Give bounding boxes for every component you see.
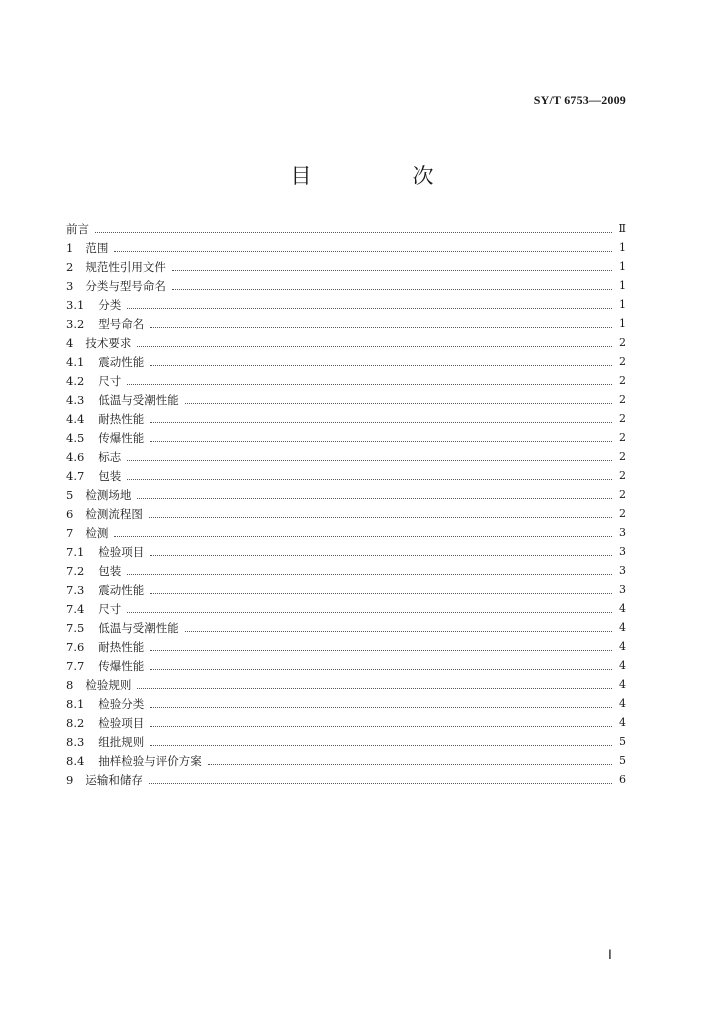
toc-entry-number: 4.2 <box>66 373 85 388</box>
toc-entry[interactable] <box>66 656 626 675</box>
toc-entry-number: 3 <box>66 278 74 293</box>
toc-entry-number: 1 <box>66 240 74 255</box>
toc-entry-label: 震动性能 <box>98 582 145 597</box>
toc-entry[interactable] <box>66 295 626 314</box>
toc-dot-leader <box>114 250 612 252</box>
toc-entry-label: 组批规则 <box>98 734 145 749</box>
toc-entry[interactable] <box>66 732 626 751</box>
toc-dot-leader <box>150 592 612 594</box>
toc-entry-page: 2 <box>619 507 626 520</box>
toc-dot-leader <box>150 668 612 670</box>
toc-entry-label: 技术要求 <box>85 335 132 350</box>
toc-dot-leader <box>150 744 612 746</box>
toc-entry[interactable] <box>66 561 626 580</box>
table-of-contents <box>66 219 626 789</box>
toc-dot-leader <box>95 231 612 233</box>
toc-entry[interactable] <box>66 751 626 770</box>
toc-entry-page: 3 <box>619 583 626 596</box>
toc-entry-page: 4 <box>619 659 626 672</box>
toc-dot-leader <box>150 440 612 442</box>
toc-entry-label: 耐热性能 <box>98 639 145 654</box>
toc-entry-number: 4.7 <box>66 468 85 483</box>
toc-entry[interactable] <box>66 352 626 371</box>
toc-entry[interactable] <box>66 713 626 732</box>
toc-entry-label: 尺寸 <box>98 601 122 616</box>
toc-entry-page: 2 <box>619 355 626 368</box>
toc-entry-number: 8.2 <box>66 715 85 730</box>
toc-entry-label: 检测场地 <box>85 487 132 502</box>
toc-entry-number: 3.2 <box>66 316 85 331</box>
toc-entry-number: 4.6 <box>66 449 85 464</box>
toc-entry-label: 尺寸 <box>98 373 122 388</box>
toc-dot-leader <box>137 687 612 689</box>
toc-entry[interactable] <box>66 637 626 656</box>
toc-entry[interactable] <box>66 599 626 618</box>
toc-dot-leader <box>127 611 612 613</box>
toc-entry-number: 4.1 <box>66 354 85 369</box>
toc-entry-page: 3 <box>619 564 626 577</box>
toc-entry-number: 4.5 <box>66 430 85 445</box>
toc-entry-label: 规范性引用文件 <box>85 259 166 274</box>
toc-entry-label: 传爆性能 <box>98 658 145 673</box>
toc-entry-label: 检验项目 <box>98 715 145 730</box>
toc-entry-number: 8.3 <box>66 734 85 749</box>
toc-entry[interactable] <box>66 580 626 599</box>
toc-entry-page: 2 <box>619 488 626 501</box>
toc-dot-leader <box>150 706 612 708</box>
toc-dot-leader <box>127 478 612 480</box>
toc-entry-number: 4.3 <box>66 392 85 407</box>
toc-dot-leader <box>150 725 612 727</box>
toc-entry-number: 3.1 <box>66 297 85 312</box>
toc-entry-page: 4 <box>619 602 626 615</box>
toc-entry-label: 震动性能 <box>98 354 145 369</box>
toc-entry-label: 运输和储存 <box>85 772 143 787</box>
toc-entry-label: 检测 <box>85 525 109 540</box>
toc-dot-leader <box>208 763 612 765</box>
toc-entry-page: 4 <box>619 697 626 710</box>
toc-entry-page: 2 <box>619 412 626 425</box>
toc-entry-label: 检测流程图 <box>85 506 143 521</box>
toc-entry[interactable] <box>66 409 626 428</box>
toc-dot-leader <box>150 364 612 366</box>
toc-entry[interactable] <box>66 390 626 409</box>
toc-entry-page: 3 <box>619 545 626 558</box>
toc-entry-label: 范围 <box>85 240 109 255</box>
toc-dot-leader <box>185 402 612 404</box>
toc-entry-page: 5 <box>619 735 626 748</box>
toc-entry-page: 2 <box>619 393 626 406</box>
toc-dot-leader <box>137 345 612 347</box>
toc-entry-label: 耐热性能 <box>98 411 145 426</box>
toc-entry[interactable] <box>66 542 626 561</box>
toc-entry-page: 6 <box>619 773 626 786</box>
toc-dot-leader <box>172 269 612 271</box>
document-code: SY/T 6753—2009 <box>533 93 626 107</box>
toc-entry[interactable] <box>66 447 626 466</box>
toc-entry-page: 2 <box>619 469 626 482</box>
toc-entry-page: 2 <box>619 431 626 444</box>
toc-entry-page: Ⅱ <box>618 222 626 235</box>
toc-entry-number: 7 <box>66 525 74 540</box>
toc-dot-leader <box>172 288 612 290</box>
toc-dot-leader <box>150 326 612 328</box>
toc-entry-label: 包装 <box>98 563 122 578</box>
page-number: Ⅰ <box>608 947 612 962</box>
toc-dot-leader <box>127 307 612 309</box>
toc-entry-page: 4 <box>619 678 626 691</box>
toc-entry-label: 分类与型号命名 <box>85 278 166 293</box>
toc-entry-number: 5 <box>66 487 74 502</box>
toc-entry-number: 7.1 <box>66 544 85 559</box>
toc-entry[interactable] <box>66 371 626 390</box>
toc-entry[interactable] <box>66 523 626 542</box>
toc-entry-label: 分类 <box>98 297 122 312</box>
toc-entry[interactable] <box>66 333 626 352</box>
toc-entry[interactable] <box>66 276 626 295</box>
toc-entry-number: 8 <box>66 677 74 692</box>
toc-entry-page: 4 <box>619 640 626 653</box>
toc-entry-number: 2 <box>66 259 74 274</box>
toc-dot-leader <box>150 649 612 651</box>
toc-entry-page: 2 <box>619 450 626 463</box>
toc-entry-label: 前言 <box>66 221 89 236</box>
toc-dot-leader <box>137 497 612 499</box>
toc-entry-page: 4 <box>619 716 626 729</box>
toc-entry-page: 1 <box>619 260 626 273</box>
toc-entry[interactable] <box>66 770 626 789</box>
toc-entry-page: 4 <box>619 621 626 634</box>
toc-entry[interactable] <box>66 485 626 504</box>
toc-entry[interactable] <box>66 238 626 257</box>
toc-dot-leader <box>150 554 612 556</box>
toc-dot-leader <box>127 383 612 385</box>
toc-entry-number: 7.6 <box>66 639 85 654</box>
toc-entry-label: 包装 <box>98 468 122 483</box>
toc-entry-page: 2 <box>619 374 626 387</box>
toc-dot-leader <box>150 421 612 423</box>
toc-entry-label: 型号命名 <box>98 316 145 331</box>
toc-entry-number: 7.4 <box>66 601 85 616</box>
toc-entry-label: 标志 <box>98 449 122 464</box>
toc-dot-leader <box>185 630 612 632</box>
toc-entry-number: 7.5 <box>66 620 85 635</box>
toc-entry-label: 抽样检验与评价方案 <box>98 753 202 768</box>
toc-entry[interactable] <box>66 428 626 447</box>
toc-entry-label: 检验规则 <box>85 677 132 692</box>
toc-entry-number: 7.3 <box>66 582 85 597</box>
toc-entry[interactable] <box>66 466 626 485</box>
toc-entry-page: 2 <box>619 336 626 349</box>
toc-dot-leader <box>149 516 612 518</box>
toc-dot-leader <box>127 459 612 461</box>
toc-entry-number: 7.2 <box>66 563 85 578</box>
toc-entry[interactable] <box>66 675 626 694</box>
toc-entry-label: 传爆性能 <box>98 430 145 445</box>
toc-entry-page: 5 <box>619 754 626 767</box>
toc-entry-label: 低温与受潮性能 <box>98 620 179 635</box>
toc-entry[interactable] <box>66 314 626 333</box>
toc-entry-number: 8.4 <box>66 753 85 768</box>
toc-dot-leader <box>127 573 612 575</box>
toc-entry-page: 1 <box>619 317 626 330</box>
toc-entry-number: 8.1 <box>66 696 85 711</box>
toc-entry-label: 检验分类 <box>98 696 145 711</box>
toc-entry[interactable] <box>66 504 626 523</box>
toc-entry-label: 检验项目 <box>98 544 145 559</box>
toc-entry[interactable] <box>66 257 626 276</box>
toc-dot-leader <box>149 782 612 784</box>
toc-entry-page: 1 <box>619 298 626 311</box>
toc-entry-number: 6 <box>66 506 74 521</box>
toc-dot-leader <box>114 535 612 537</box>
toc-entry[interactable] <box>66 219 626 238</box>
toc-entry-number: 4 <box>66 335 74 350</box>
toc-entry-page: 3 <box>619 526 626 539</box>
toc-entry[interactable] <box>66 618 626 637</box>
toc-entry-number: 7.7 <box>66 658 85 673</box>
toc-entry-page: 1 <box>619 279 626 292</box>
toc-entry[interactable] <box>66 694 626 713</box>
page-title: 目 次 <box>290 164 474 188</box>
toc-entry-number: 9 <box>66 772 74 787</box>
toc-entry-number: 4.4 <box>66 411 85 426</box>
toc-entry-page: 1 <box>619 241 626 254</box>
toc-entry-label: 低温与受潮性能 <box>98 392 179 407</box>
